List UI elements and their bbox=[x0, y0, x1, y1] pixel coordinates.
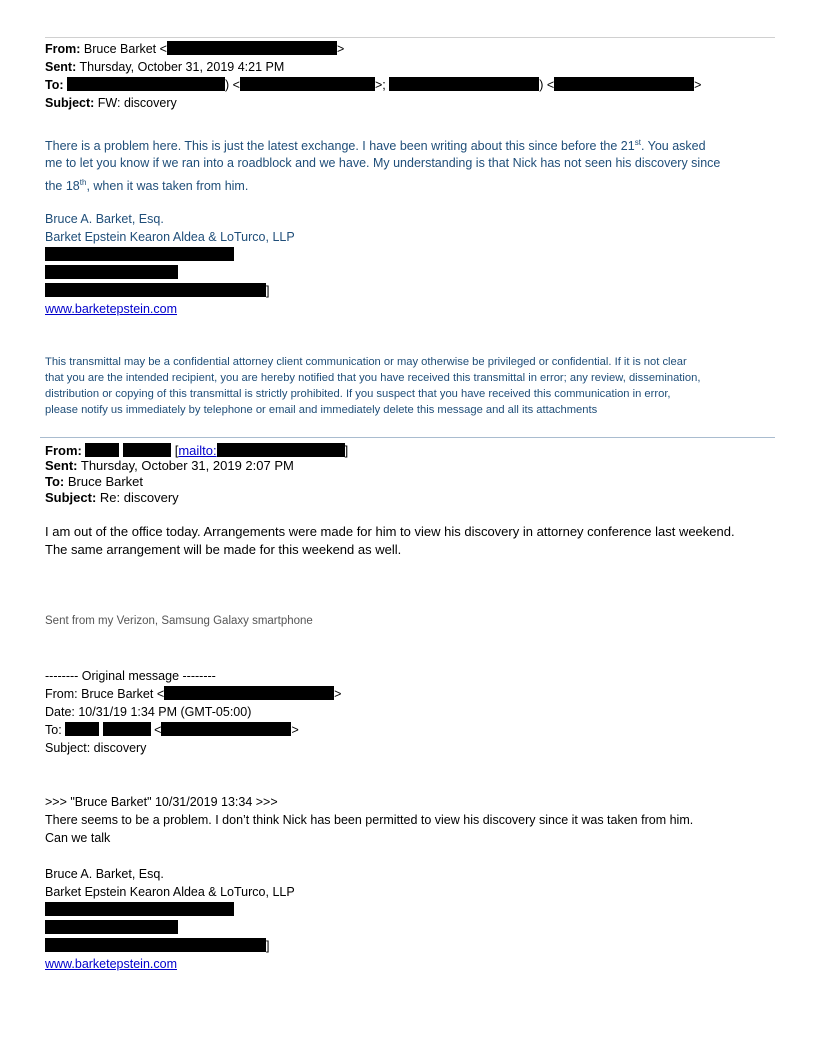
subject-value: Re: discovery bbox=[99, 490, 179, 505]
sent-value: Thursday, October 31, 2019 4:21 PM bbox=[79, 60, 285, 74]
message-divider bbox=[40, 437, 775, 438]
original-subject-line: Subject: discovery bbox=[45, 741, 147, 755]
redaction-block bbox=[164, 686, 334, 700]
signature-firm: Barket Epstein Kearon Aldea & LoTurco, LLP bbox=[45, 885, 295, 899]
email1-sent-line bbox=[45, 58, 284, 76]
email2-body-line: I am out of the office today. Arrangements were made for him to view his discovery in attorney conference last weekend. bbox=[45, 524, 735, 539]
email1-body-line bbox=[45, 134, 706, 155]
sent-label: Sent: bbox=[45, 60, 77, 74]
email2-subject-line bbox=[45, 490, 179, 506]
email1-body-line bbox=[45, 154, 720, 172]
redaction-block bbox=[217, 443, 345, 457]
redaction-block bbox=[45, 283, 266, 297]
from-label: From: bbox=[45, 443, 82, 458]
redaction-block bbox=[389, 77, 539, 91]
original-body-line: Can we talk bbox=[45, 831, 111, 845]
body-text: the 18 bbox=[45, 179, 80, 194]
email2-to-line bbox=[45, 474, 143, 490]
original-message-header: -------- Original message -------- bbox=[45, 669, 216, 683]
email2-body-line: The same arrangement will be made for this weekend as well. bbox=[45, 542, 402, 557]
redaction-block bbox=[85, 443, 119, 457]
sent-value: Thursday, October 31, 2019 2:07 PM bbox=[80, 458, 294, 473]
redaction-block bbox=[45, 920, 178, 934]
redaction-block bbox=[67, 77, 225, 91]
redaction-block bbox=[45, 247, 234, 261]
signature-redacted-line bbox=[45, 264, 178, 282]
signature-name: Bruce A. Barket, Esq. bbox=[45, 212, 164, 226]
disclaimer-line: please notify us immediately by telephone or email and immediately delete this message and all its attachments bbox=[45, 404, 598, 416]
ordinal-suffix: st bbox=[634, 138, 641, 147]
email1-subject-line bbox=[45, 94, 177, 112]
subject-label: Subject: bbox=[45, 490, 97, 505]
from-label: From: bbox=[45, 42, 81, 56]
signature-firm: Barket Epstein Kearon Aldea & LoTurco, LLP bbox=[45, 230, 295, 244]
original-from-text: From: Bruce Barket < bbox=[45, 687, 165, 701]
signature-name: Bruce A. Barket, Esq. bbox=[45, 867, 164, 881]
redaction-block bbox=[167, 41, 337, 55]
signature-redacted-line bbox=[45, 919, 178, 937]
redaction-block bbox=[161, 722, 291, 736]
redaction-block bbox=[103, 722, 151, 736]
body-text: . You asked bbox=[640, 139, 706, 154]
redaction-block bbox=[240, 77, 375, 91]
original-date-line: Date: 10/31/19 1:34 PM (GMT-05:00) bbox=[45, 705, 252, 719]
original-body-line: There seems to be a problem. I don’t think Nick has been permitted to view his discovery since it was taken from him. bbox=[45, 813, 694, 827]
email2-from-line: From: [mailto: ] bbox=[45, 443, 349, 458]
subject-label: Subject: bbox=[45, 96, 95, 110]
mailto-link[interactable]: mailto: bbox=[178, 443, 217, 458]
disclaimer-line: distribution or copying of this transmittal is strictly prohibited. If you suspect that you have received this communication in error, bbox=[45, 388, 671, 400]
subject-value: FW: discovery bbox=[97, 96, 177, 110]
sent-from-note: Sent from my Verizon, Samsung Galaxy smartphone bbox=[45, 615, 313, 627]
email1-from-line: From: Bruce Barket < > bbox=[45, 42, 345, 56]
body-text: , when it was taken from him. bbox=[86, 179, 249, 194]
website-link[interactable]: www.barketepstein.com bbox=[45, 302, 178, 316]
original-to-line: To: < > bbox=[45, 723, 299, 737]
sent-label: Sent: bbox=[45, 458, 78, 473]
email2-sent-line bbox=[45, 458, 294, 474]
redaction-block bbox=[65, 722, 99, 736]
email1-body-line bbox=[45, 174, 248, 195]
signature-redacted-line: ] bbox=[45, 937, 269, 955]
quote-header: >>> "Bruce Barket" 10/31/2019 13:34 >>> bbox=[45, 795, 278, 809]
redaction-block bbox=[123, 443, 171, 457]
body-text: me to let you know if we ran into a roadblock and we have. My understanding is that Nick has not seen his discovery since bbox=[45, 156, 721, 170]
from-name: Bruce Barket < bbox=[83, 42, 167, 56]
redaction-block bbox=[45, 265, 178, 279]
disclaimer-line: that you are the intended recipient, you are hereby notified that you have received this transmittal in error; any review, dissemination, bbox=[45, 372, 701, 384]
top-divider bbox=[45, 37, 775, 38]
email1-to-line: To: ) < >; ) < > bbox=[45, 78, 702, 92]
disclaimer-line: This transmittal may be a confidential attorney client communication or may otherwise be privileged or confidential. If it is not clear bbox=[45, 356, 687, 368]
signature-redacted-line bbox=[45, 246, 234, 264]
website-link[interactable]: www.barketepstein.com bbox=[45, 957, 178, 971]
to-value: Bruce Barket bbox=[67, 474, 144, 489]
signature-redacted-line: ] bbox=[45, 282, 269, 300]
original-from-line: From: Bruce Barket < > bbox=[45, 687, 342, 701]
redaction-block bbox=[45, 938, 266, 952]
to-label: To: bbox=[45, 78, 64, 92]
signature-redacted-line bbox=[45, 901, 234, 919]
ordinal-suffix: th bbox=[79, 178, 87, 187]
redaction-block bbox=[554, 77, 694, 91]
redaction-block bbox=[45, 902, 234, 916]
body-text: There is a problem here. This is just the latest exchange. I have been writing about this since before the 21 bbox=[45, 139, 635, 154]
original-to-label: To: bbox=[45, 723, 62, 737]
to-label: To: bbox=[45, 474, 65, 489]
